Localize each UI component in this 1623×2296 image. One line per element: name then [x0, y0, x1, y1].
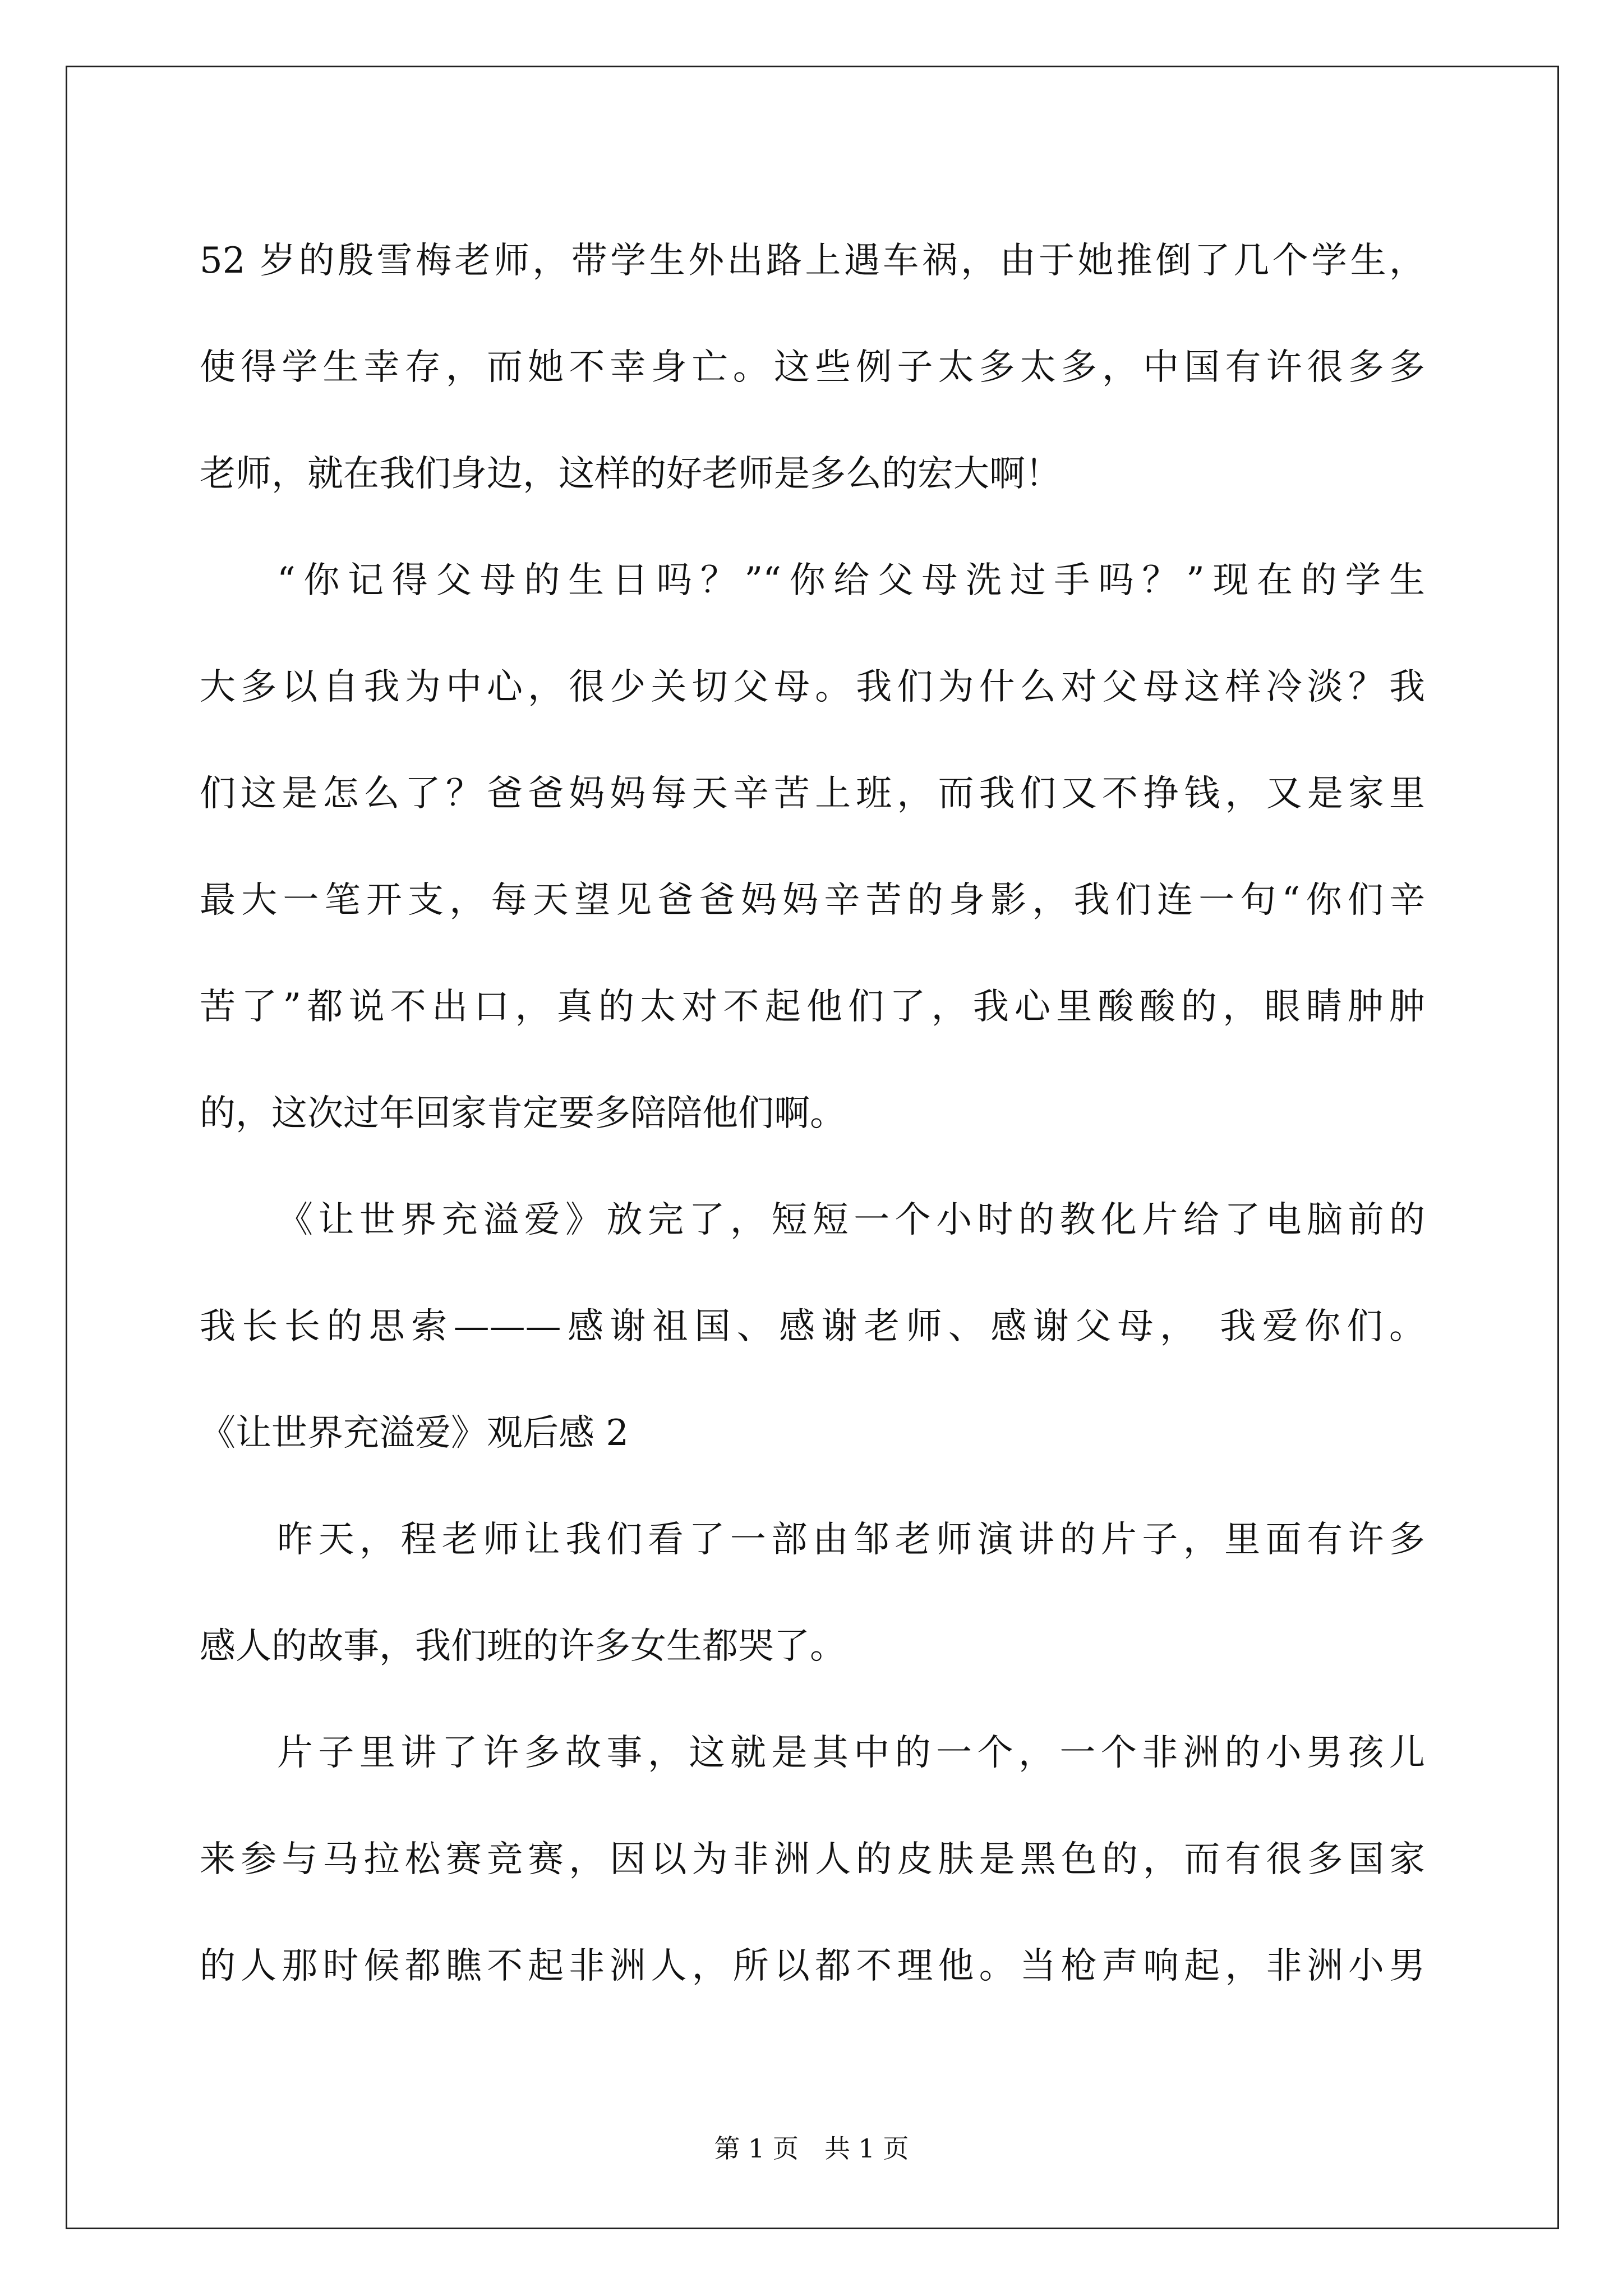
text-line: 52 岁的殷雪梅老师，带学生外出路上遇车祸，由于她推倒了几个学生，: [200, 240, 1425, 282]
text-line: 感人的故事，我们班的许多女生都哭了。: [200, 1626, 846, 1667]
page-footer: 第 1 页 共 1 页: [714, 2133, 909, 2164]
text-line: 最大一笔开支，每天望见爸爸妈妈辛苦的身影，我们连一句“你们辛: [200, 880, 1425, 921]
text-line: 我长长的思索———感谢祖国、感谢老师、感谢父母， 我爱你们。: [200, 1306, 1425, 1347]
text-line: 片子里讲了许多故事，这就是其中的一个，一个非洲的小男孩儿: [277, 1732, 1425, 1774]
text-line: 的人那时候都瞧不起非洲人，所以都不理他。当枪声响起，非洲小男: [200, 1945, 1425, 1987]
text-line: 来参与马拉松赛竞赛，因以为非洲人的皮肤是黑色的，而有很多国家: [200, 1839, 1425, 1880]
text-line: 《让世界充溢爱》观后感 2: [200, 1412, 629, 1454]
text-line: 《让世界充溢爱》放完了，短短一个小时的教化片给了电脑前的: [277, 1199, 1425, 1241]
text-line: 老师，就在我们身边，这样的好老师是多么的宏大啊！: [200, 453, 1061, 495]
document-body: [200, 208, 1425, 2019]
text-line: 昨天，程老师让我们看了一部由邹老师演讲的片子，里面有许多: [277, 1519, 1425, 1561]
text-line: 大多以自我为中心，很少关切父母。我们为什么对父母这样冷淡？我: [200, 666, 1425, 708]
text-line: 使得学生幸存，而她不幸身亡。这些例子太多太多，中国有许很多多: [200, 347, 1425, 388]
text-line: “你记得父母的生日吗？”“你给父母洗过手吗？”现在的学生: [277, 560, 1425, 601]
text-line: 苦了”都说不出口，真的太对不起他们了，我心里酸酸的，眼睛肿肿: [200, 986, 1425, 1028]
text-line: 的，这次过年回家肯定要多陪陪他们啊。: [200, 1093, 846, 1134]
text-line: 们这是怎么了？爸爸妈妈每天辛苦上班，而我们又不挣钱，又是家里: [200, 773, 1425, 815]
